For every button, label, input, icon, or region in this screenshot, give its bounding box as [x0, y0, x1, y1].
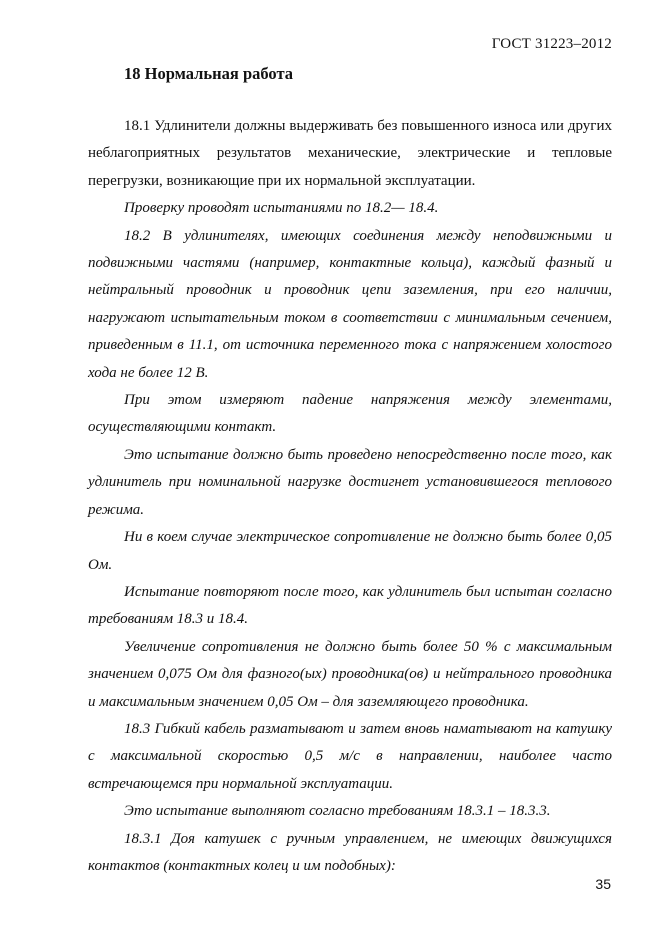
paragraph-resistance-increase: Увеличение сопротивления не должно быть более 50 % с максимальным значением 0,075 Ом для фазного(ых) проводника(ов) и нейтрального проводника и максимальным значением 0,05 Ом – для заземляющего проводника.: [88, 638, 612, 710]
paragraph-resistance-limit: Ни в коем случае электрическое сопротивление не должно быть более 0,05 Ом.: [88, 529, 612, 573]
paragraph-voltage-drop: При этом измеряют падение напряжения между элементами, осуществляющими контакт.: [88, 392, 612, 436]
document-body: [88, 113, 612, 880]
paragraph-18-1: 18.1 Удлинители должны выдерживать без повышенного износа или других неблагоприятных результатов механические, электрические и тепловые перегрузки, возникающие при их нормальной эксплуатации.: [88, 118, 612, 189]
section-title: 18 Нормальная работа: [124, 64, 293, 83]
paragraph-thermal-state: Это испытание должно быть проведено непосредственно после того, как удлинитель при номинальной нагрузке достигнет установившегося теплового режима.: [88, 446, 612, 518]
page-number: 35: [595, 876, 611, 892]
paragraph-test-procedure: Это испытание выполняют согласно требованиям 18.3.1 – 18.3.3.: [124, 803, 551, 820]
paragraph-verification: Проверку проводят испытаниями по 18.2— 18.4.: [124, 200, 439, 217]
paragraph-18-3: 18.3 Гибкий кабель разматывают и затем вновь наматывают на катушку с максимальной скоростью 0,5 м/с в направлении, наиболее часто встречающемся при нормальной эксплуатации.: [88, 720, 612, 792]
standard-code: ГОСТ 31223–2012: [491, 36, 612, 52]
paragraph-18-3-1: 18.3.1 Доя катушек с ручным управлением, не имеющих движущихся контактов (контактных колец и им подобных):: [88, 830, 612, 874]
paragraph-18-2: 18.2 В удлинителях, имеющих соединения между неподвижными и подвижными частями (например, контактные кольца), каждый фазный и нейтральный проводник и проводник цепи заземления, при его наличии, нагружают испытательным током в соответствии с минимальным сечением, приведенным в 11.1, от источника переменного тока с напряжением холостого хода не более 12 В.: [88, 227, 612, 381]
paragraph-repeat-test: Испытание повторяют после того, как удлинитель был испытан согласно требованиям 18.3 и 18.4.: [88, 583, 612, 628]
